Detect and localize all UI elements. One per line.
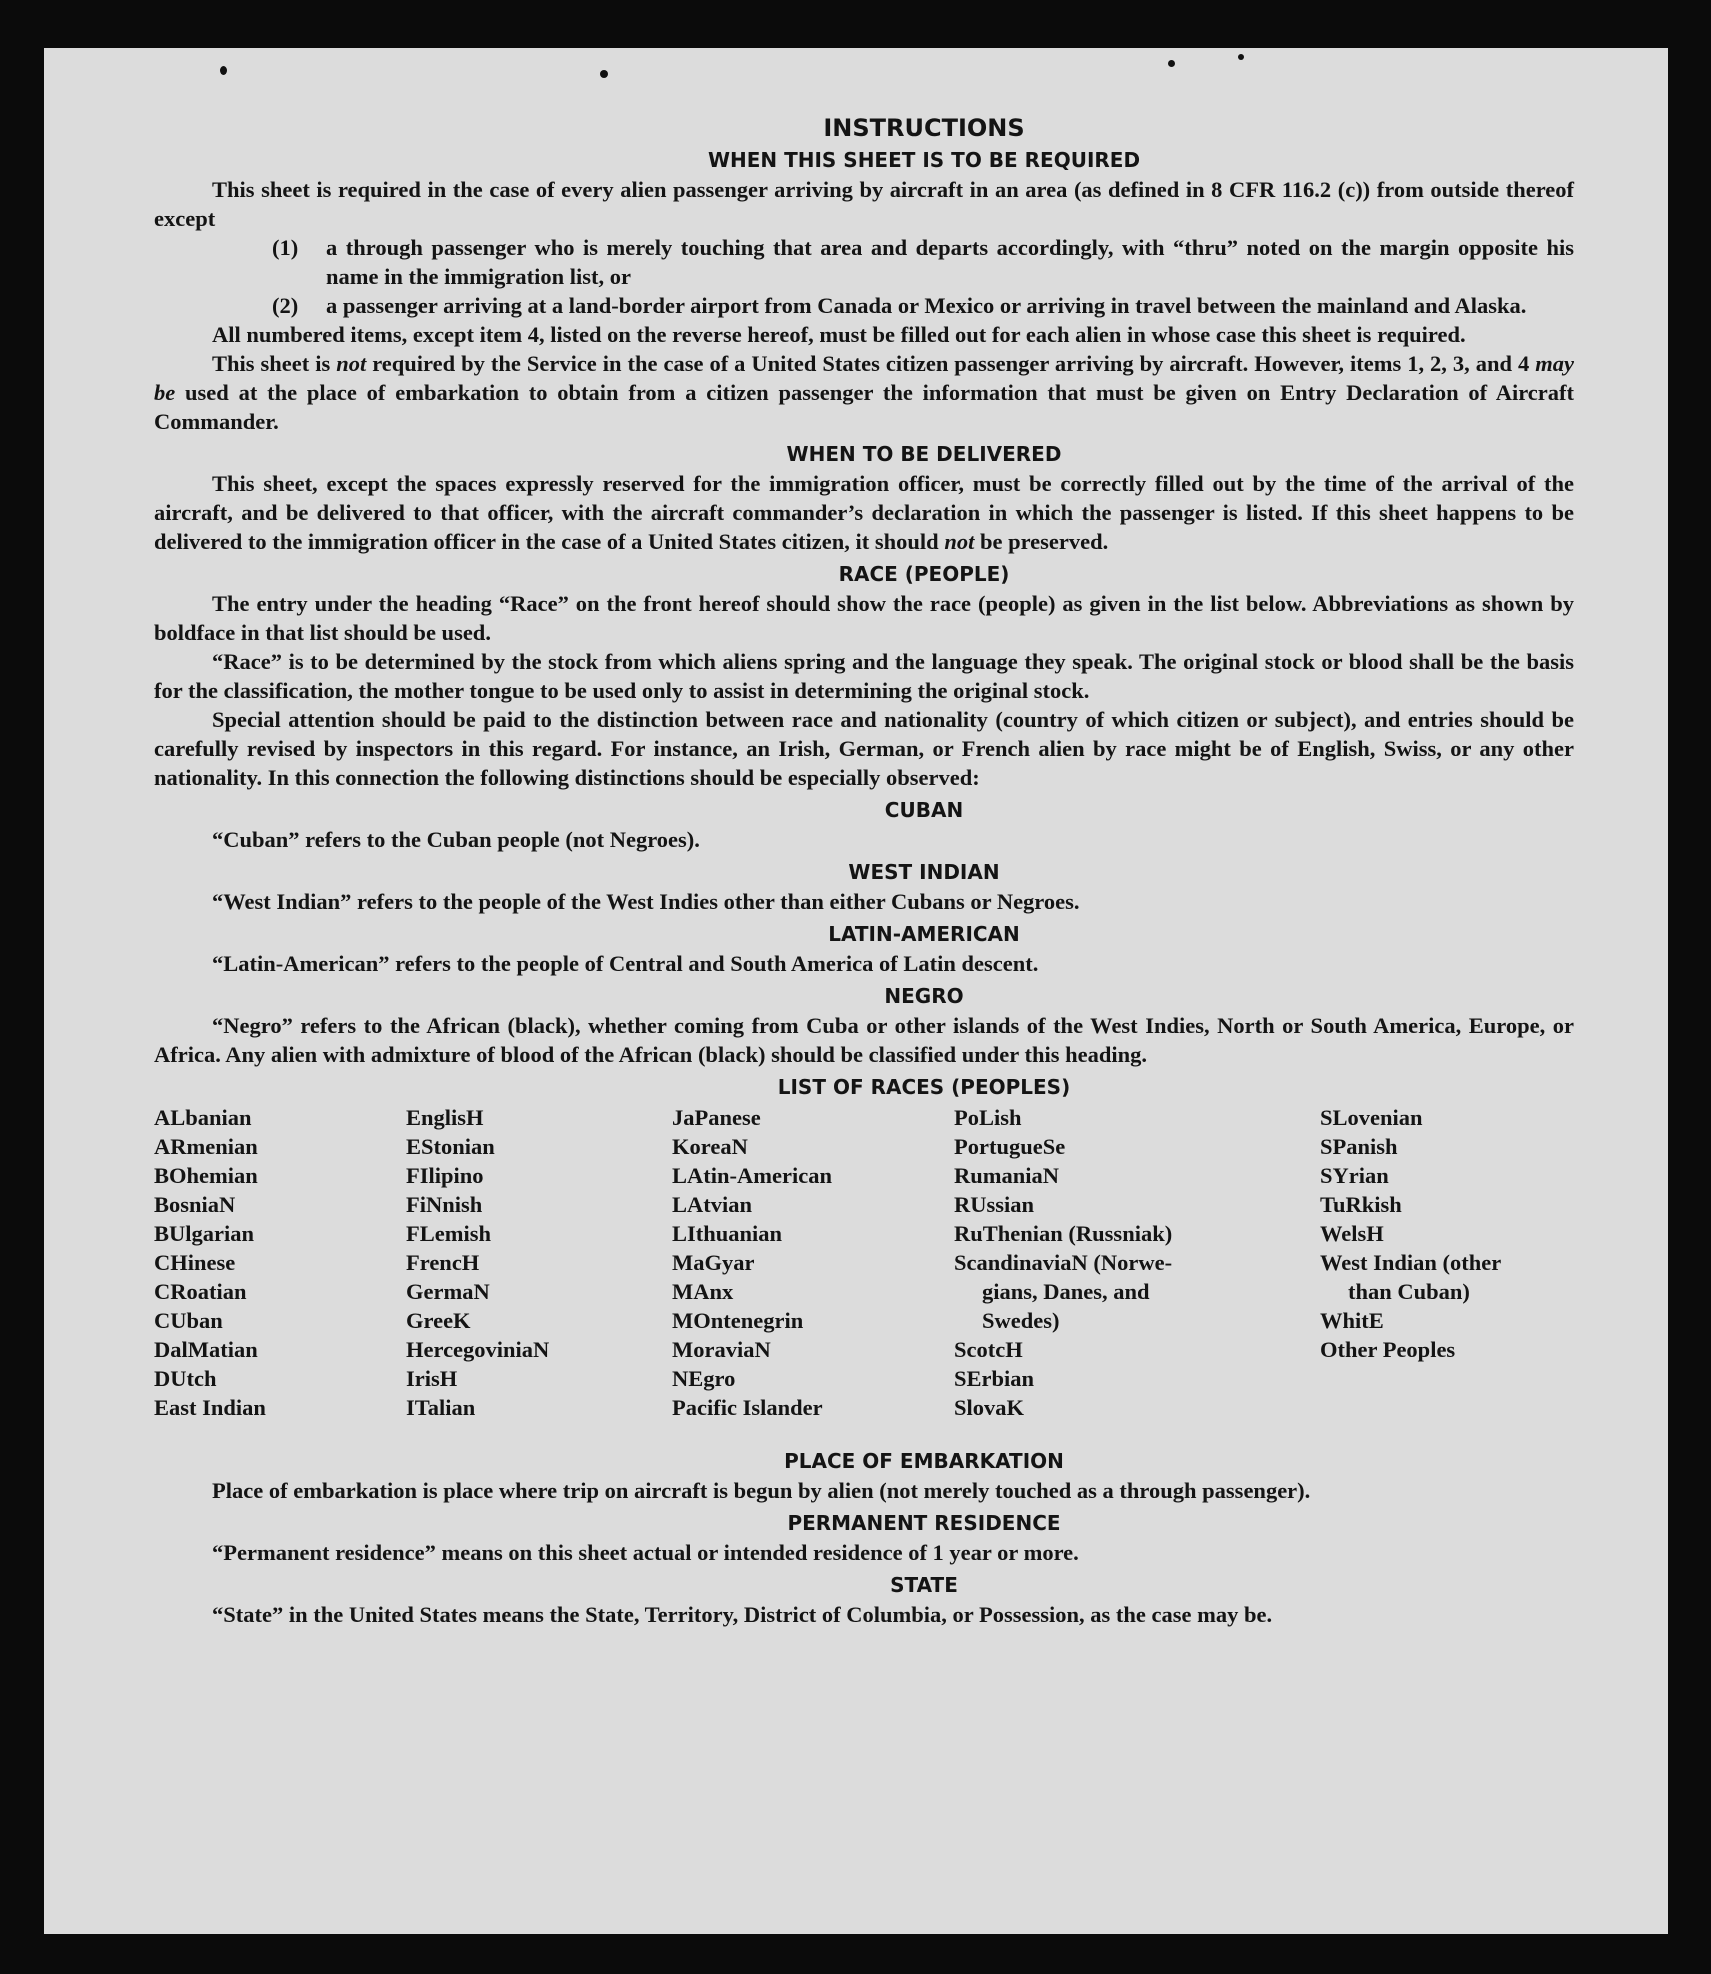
heading-cuban: CUBAN: [884, 798, 964, 822]
required-numbered-items-paragraph: All numbered items, except item 4, listed on the reverse hereof, must be filled out for each alien in whose case this sheet is required.: [212, 322, 1466, 347]
race-column-2: [406, 1103, 549, 1422]
race-item: LIthuanian: [672, 1221, 783, 1246]
heading-permanent-residence: PERMANENT RESIDENCE: [787, 1511, 1061, 1535]
race-item: RUssian: [954, 1192, 1035, 1217]
race-item: GreeK: [406, 1308, 471, 1333]
latin-american-paragraph: “Latin-American” refers to the people of Central and South America of Latin descent.: [212, 951, 1039, 976]
race-item: DalMatian: [154, 1337, 258, 1362]
document-page: [44, 48, 1668, 1934]
race-item: BUlgarian: [154, 1221, 255, 1246]
race-item: KoreaN: [672, 1134, 748, 1159]
negro-paragraph: “Negro” refers to the African (black), whether coming from Cuba or other islands of the West Indies, North or South America, Europe, or Africa. Any alien with admixture of blood of the African (black) should be classified under this heading.: [154, 1013, 1574, 1067]
race-item: SlovaK: [954, 1395, 1025, 1420]
heading-latin-american: LATIN-AMERICAN: [828, 922, 1020, 946]
ink-speck: [220, 66, 227, 75]
heading-state: STATE: [890, 1573, 958, 1597]
race-item: SPanish: [1320, 1134, 1398, 1159]
race-column-4: [954, 1103, 1172, 1422]
race-item: SErbian: [954, 1366, 1035, 1391]
race-item: PoLish: [954, 1105, 1022, 1130]
race-paragraph-2: “Race” is to be determined by the stock from which aliens spring and the language they speak. The original stock or blood shall be the basis for the classification, the mother tongue to be used only to assist in determining the original stock.: [154, 649, 1574, 703]
race-list: [154, 1103, 1574, 1443]
race-item: JaPanese: [672, 1105, 761, 1130]
race-item: SLovenian: [1320, 1105, 1423, 1130]
race-item: EStonian: [406, 1134, 495, 1159]
race-item: CHinese: [154, 1250, 236, 1275]
race-column-3: [672, 1103, 832, 1422]
heading-list-of-races: LIST OF RACES (PEOPLES): [777, 1075, 1071, 1099]
race-item: GermaN: [406, 1279, 490, 1304]
race-item-continuation: Swedes): [982, 1308, 1060, 1333]
race-item: HercegoviniaN: [406, 1337, 550, 1362]
required-intro: This sheet is required in the case of every alien passenger arriving by aircraft in an area (as defined in 8 CFR 116.2 (c)) from outside thereof except: [154, 177, 1574, 231]
race-item: LAtvian: [672, 1192, 753, 1217]
page-title: INSTRUCTIONS: [823, 114, 1025, 142]
race-item: DUtch: [154, 1366, 217, 1391]
instructions-content: [154, 114, 1574, 1629]
heading-west-indian: WEST INDIAN: [848, 860, 1000, 884]
race-item: RuThenian (Russniak): [954, 1221, 1173, 1246]
race-item: CUban: [154, 1308, 223, 1333]
ink-speck: [1238, 54, 1244, 60]
race-column-5: [1320, 1103, 1501, 1364]
race-item: MAnx: [672, 1279, 734, 1304]
exception-number: (2): [272, 293, 299, 318]
race-item: RumaniaN: [954, 1163, 1060, 1188]
race-item: BosniaN: [154, 1192, 236, 1217]
race-column-1: [154, 1103, 266, 1422]
race-item: ARmenian: [154, 1134, 258, 1159]
race-item: SYrian: [1320, 1163, 1389, 1188]
delivered-paragraph: This sheet, except the spaces expressly reserved for the immigration officer, must be correctly filled out by the time of the arrival of the aircraft, and be delivered to that officer, with the aircraft commander’s declaration in which the passenger is listed. If this sheet happens to be delivered to the immigration officer in the case of a United States citizen, it should not be preserved.: [154, 471, 1574, 554]
race-item: MoraviaN: [672, 1337, 771, 1362]
race-paragraph-3: Special attention should be paid to the distinction between race and nationality (country of which citizen or subject), and entries should be carefully revised by inspectors in this regard. For instance, an Irish, German, or French alien by race might be of English, Swiss, or any other nationality. In this connection the following distinctions should be especially observed:: [154, 707, 1574, 790]
race-item: Pacific Islander: [672, 1395, 823, 1420]
embarkation-paragraph: Place of embarkation is place where trip on aircraft is begun by alien (not merely touched as a through passenger).: [212, 1478, 1311, 1503]
race-item-continuation: gians, Danes, and: [982, 1279, 1150, 1304]
race-item: FiNnish: [406, 1192, 483, 1217]
exception-item: [272, 291, 1574, 320]
heading-negro: NEGRO: [884, 984, 964, 1008]
race-item: IrisH: [406, 1366, 458, 1391]
ink-speck: [1168, 60, 1175, 67]
race-item: MaGyar: [672, 1250, 755, 1275]
west-indian-paragraph: “West Indian” refers to the people of the West Indies other than either Cubans or Negroes.: [212, 889, 1080, 914]
race-item: TuRkish: [1320, 1192, 1402, 1217]
race-item: BOhemian: [154, 1163, 258, 1188]
race-item: Other Peoples: [1320, 1337, 1456, 1362]
race-item: NEgro: [672, 1366, 736, 1391]
race-item: MOntenegrin: [672, 1308, 804, 1333]
race-item: WhitE: [1320, 1308, 1384, 1333]
heading-race: RACE (PEOPLE): [838, 562, 1010, 586]
race-item: East Indian: [154, 1395, 266, 1420]
heading-embarkation: PLACE OF EMBARKATION: [784, 1449, 1064, 1473]
race-item: LAtin-American: [672, 1163, 832, 1188]
race-paragraph-1: The entry under the heading “Race” on the front hereof should show the race (people) as given in the list below. Abbreviations as shown by boldface in that list should be used.: [154, 591, 1574, 645]
required-citizen-paragraph: This sheet is not required by the Service in the case of a United States citizen passenger arriving by aircraft. However, items 1, 2, 3, and 4 may be used at the place of embarkation to obtain from a citizen passenger the information that must be given on Entry Declaration of Aircraft Commander.: [154, 351, 1574, 434]
cuban-paragraph: “Cuban” refers to the Cuban people (not Negroes).: [212, 827, 700, 852]
race-item: WelsH: [1320, 1221, 1384, 1246]
race-item: ALbanian: [154, 1105, 252, 1130]
exception-item: [272, 233, 1574, 291]
heading-required: WHEN THIS SHEET IS TO BE REQUIRED: [707, 148, 1141, 172]
race-item: CRoatian: [154, 1279, 247, 1304]
race-item: FrencH: [406, 1250, 480, 1275]
exception-text: a through passenger who is merely touching that area and departs accordingly, with “thru” noted on the margin opposite his name in the immigration list, or: [326, 235, 1574, 289]
exception-text: a passenger arriving at a land-border airport from Canada or Mexico or arriving in travel between the mainland and Alaska.: [326, 293, 1527, 318]
state-paragraph: “State” in the United States means the State, Territory, District of Columbia, or Possession, as the case may be.: [212, 1602, 1273, 1627]
race-item: West Indian (other: [1320, 1250, 1502, 1275]
exception-number: (1): [272, 235, 299, 260]
heading-delivered: WHEN TO BE DELIVERED: [786, 442, 1062, 466]
race-item: EnglisH: [406, 1105, 484, 1130]
race-item: ScotcH: [954, 1337, 1023, 1362]
residence-paragraph: “Permanent residence” means on this sheet actual or intended residence of 1 year or more.: [212, 1540, 1079, 1565]
race-item-continuation: than Cuban): [1348, 1279, 1470, 1304]
race-item: PortugueSe: [954, 1134, 1066, 1159]
race-item: FLemish: [406, 1221, 492, 1246]
ink-speck: [600, 70, 608, 78]
race-item: ScandinaviaN (Norwe-: [954, 1250, 1173, 1275]
race-item: FIlipino: [406, 1163, 484, 1188]
race-item: ITalian: [406, 1395, 476, 1420]
